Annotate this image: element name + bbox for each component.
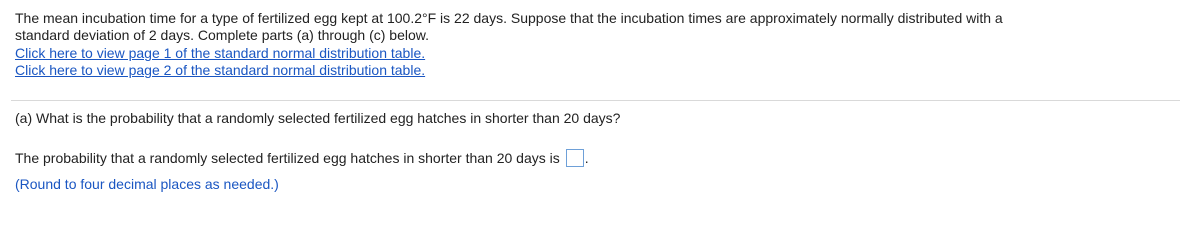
table-links bbox=[15, 45, 1175, 79]
normal-table-page-2-link[interactable]: Click here to view page 2 of the standard normal distribution table. bbox=[15, 62, 426, 78]
problem-text-line-2: standard deviation of 2 days. Complete parts (a) through (c) below. bbox=[15, 27, 429, 43]
section-divider bbox=[11, 100, 1180, 101]
rounding-hint: (Round to four decimal places as needed.) bbox=[15, 176, 279, 192]
answer-input[interactable] bbox=[566, 149, 584, 167]
normal-table-page-1-link[interactable]: Click here to view page 1 of the standard normal distribution table. bbox=[15, 45, 426, 61]
problem-statement bbox=[15, 10, 1175, 79]
problem-text-line-1: The mean incubation time for a type of fertilized egg kept at 100.2°F is 22 days. Suppose that the incubation times are approximately normally distributed with a bbox=[15, 10, 1003, 26]
part-a-question: (a) What is the probability that a randomly selected fertilized egg hatches in shorter than 20 days? bbox=[15, 110, 621, 126]
part-a-answer-line bbox=[15, 148, 589, 168]
answer-suffix-text: . bbox=[584, 150, 589, 166]
answer-prefix-text: The probability that a randomly selected fertilized egg hatches in shorter than 20 days is bbox=[15, 150, 560, 166]
